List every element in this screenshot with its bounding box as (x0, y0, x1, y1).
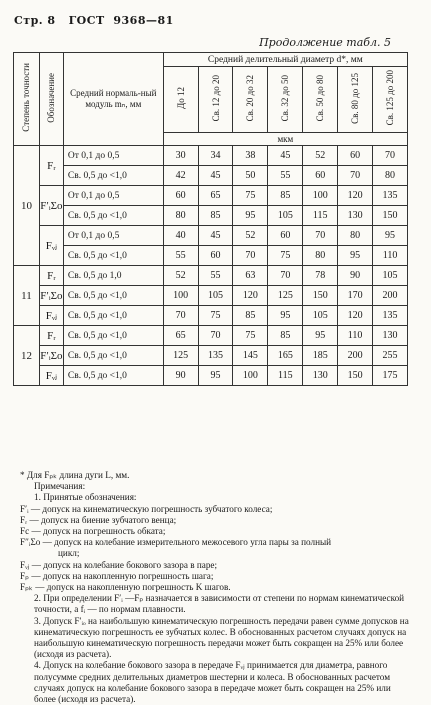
gost-number: 9368—81 (113, 14, 174, 27)
note-2: 2. При определении F′ᵢ —Fₚ назначается в зависимости от степени по нормам кинематической точности, а fᵢ — по нормам плавности. (34, 593, 405, 615)
definition-item: Fₚₖ — допуск на накопленную погрешность K шагов. (20, 582, 231, 593)
value-cell: 85 (268, 186, 303, 206)
note-3: 3. Допуск F′ᵢₒ на наибольшую кинематическую погрешность передачи равен сумме допусков на кинематическую погрешность ее зубчатых колес. В обоснованных расчетом случаях допуск на наибольшую кинематическую погрешность передачи может быть сокращен на 25% или более (исходя из расчета). (34, 615, 409, 660)
value-cell: 105 (198, 286, 233, 306)
module-cell: Св. 0,5 до <1,0 (63, 306, 163, 326)
footnote: * Для Fₚₖ длина дуги L, мм. (20, 470, 130, 480)
module-cell: Св. 0,5 до <1,0 (63, 286, 163, 306)
module-cell: От 0,1 до 0,5 (63, 226, 163, 246)
value-cell: 78 (303, 266, 338, 286)
note-1-title: 1. Принятые обозначения: (34, 492, 137, 503)
definition-item: F″ᵢΣo — допуск на колебание измерительного межосевого угла пары за полный (20, 537, 332, 548)
table-continuation: Продолжение табл. 5 (259, 36, 391, 49)
symbol-cell: Fᵣ (39, 266, 63, 286)
value-cell: 200 (373, 286, 408, 306)
value-cell: 52 (303, 146, 338, 166)
value-cell: 95 (198, 366, 233, 386)
definition-item: Fc — допуск на погрешность обката; (20, 526, 166, 537)
value-cell: 50 (233, 166, 268, 186)
module-cell: Св. 0,5 до <1,0 (63, 366, 163, 386)
diameter-range-header: Св. 12 до 20 (198, 67, 233, 133)
value-cell: 80 (163, 206, 198, 226)
symbol-cell: Fᵥⱼ (39, 366, 63, 386)
value-cell: 100 (163, 286, 198, 306)
unit-label: мкм (163, 133, 407, 146)
page-number: Стр. 8 (14, 14, 56, 27)
symbol-cell: Fᵣ (39, 326, 63, 346)
value-cell: 105 (373, 266, 408, 286)
table-row (14, 366, 408, 386)
value-cell: 75 (268, 246, 303, 266)
symbol-cell: F′ᵢΣo (39, 346, 63, 366)
value-cell: 70 (338, 166, 373, 186)
table-row (14, 266, 408, 286)
value-cell: 110 (338, 326, 373, 346)
value-cell: 70 (233, 246, 268, 266)
module-cell: Св. 0,5 до <1,0 (63, 346, 163, 366)
value-cell: 105 (303, 306, 338, 326)
value-cell: 60 (268, 226, 303, 246)
table-row (14, 186, 408, 206)
value-cell: 75 (233, 186, 268, 206)
value-cell: 105 (268, 206, 303, 226)
diameter-range-header: Св. 80 до 125 (338, 67, 373, 133)
value-cell: 115 (303, 206, 338, 226)
module-cell: От 0,1 до 0,5 (63, 186, 163, 206)
value-cell: 135 (373, 306, 408, 326)
value-cell: 100 (303, 186, 338, 206)
value-cell: 135 (198, 346, 233, 366)
value-cell: 45 (268, 146, 303, 166)
definition-item: Fᵣ — допуск на биение зубчатого венца; (20, 514, 177, 525)
table-row (14, 166, 408, 186)
value-cell: 150 (338, 366, 373, 386)
module-cell: Св. 0,5 до <1,0 (63, 246, 163, 266)
value-cell: 45 (198, 166, 233, 186)
table-row (14, 226, 408, 246)
value-cell: 45 (198, 226, 233, 246)
value-cell: 70 (198, 326, 233, 346)
value-cell: 95 (268, 306, 303, 326)
table-row (14, 326, 408, 346)
diameter-range-header: Св. 125 до 200 (373, 67, 408, 133)
degree-cell: 12 (14, 326, 40, 386)
value-cell: 150 (373, 206, 408, 226)
value-cell: 130 (373, 326, 408, 346)
value-cell: 145 (233, 346, 268, 366)
value-cell: 75 (198, 306, 233, 326)
value-cell: 85 (268, 326, 303, 346)
value-cell: 38 (233, 146, 268, 166)
definition-item: цикл; (58, 548, 80, 559)
degree-header: Степень точности (14, 53, 40, 146)
symbol-cell: Fᵥⱼ (39, 226, 63, 266)
degree-cell: 10 (14, 146, 40, 266)
table-row (14, 246, 408, 266)
tolerance-table (13, 52, 408, 386)
value-cell: 42 (163, 166, 198, 186)
value-cell: 85 (233, 306, 268, 326)
value-cell: 120 (338, 186, 373, 206)
value-cell: 34 (198, 146, 233, 166)
diameter-header: Средний делительный диаметр d*, мм (163, 53, 407, 67)
table-row (14, 306, 408, 326)
value-cell: 165 (268, 346, 303, 366)
value-cell: 65 (163, 326, 198, 346)
value-cell: 55 (163, 246, 198, 266)
diameter-range-header: Св. 32 до 50 (268, 67, 303, 133)
value-cell: 55 (268, 166, 303, 186)
value-cell: 52 (163, 266, 198, 286)
value-cell: 75 (233, 326, 268, 346)
value-cell: 255 (373, 346, 408, 366)
symbol-cell: F′ᵢΣo (39, 186, 63, 226)
value-cell: 95 (303, 326, 338, 346)
definition-item: F′ᵢ — допуск на кинематическую погрешность зубчатого колеса; (20, 503, 273, 514)
module-cell: От 0,1 до 0,5 (63, 146, 163, 166)
value-cell: 63 (233, 266, 268, 286)
module-cell: Св. 0,5 до 1,0 (63, 266, 163, 286)
value-cell: 115 (268, 366, 303, 386)
value-cell: 175 (373, 366, 408, 386)
value-cell: 150 (303, 286, 338, 306)
value-cell: 170 (338, 286, 373, 306)
value-cell: 125 (268, 286, 303, 306)
value-cell: 52 (233, 226, 268, 246)
value-cell: 85 (198, 206, 233, 226)
value-cell: 90 (338, 266, 373, 286)
value-cell: 135 (373, 186, 408, 206)
value-cell: 60 (198, 246, 233, 266)
value-cell: 60 (338, 146, 373, 166)
value-cell: 70 (373, 146, 408, 166)
value-cell: 110 (373, 246, 408, 266)
value-cell: 60 (303, 166, 338, 186)
value-cell: 70 (268, 266, 303, 286)
value-cell: 70 (163, 306, 198, 326)
diameter-range-header: До 12 (163, 67, 198, 133)
notes-section (20, 470, 412, 705)
table-row (14, 206, 408, 226)
value-cell: 130 (338, 206, 373, 226)
value-cell: 65 (198, 186, 233, 206)
diameter-range-header: Св. 50 до 80 (303, 67, 338, 133)
gost-label: ГОСТ (68, 14, 105, 27)
module-cell: Св. 0,5 до <1,0 (63, 206, 163, 226)
value-cell: 125 (163, 346, 198, 366)
value-cell: 200 (338, 346, 373, 366)
value-cell: 120 (338, 306, 373, 326)
value-cell: 80 (338, 226, 373, 246)
value-cell: 130 (303, 366, 338, 386)
value-cell: 185 (303, 346, 338, 366)
value-cell: 80 (303, 246, 338, 266)
definition-item: Fᵥⱼ — допуск на колебание бокового зазора в паре; (20, 559, 218, 570)
table-row (14, 286, 408, 306)
module-header: Средний нормаль-ный модуль mₙ, мм (63, 53, 163, 146)
value-cell: 100 (233, 366, 268, 386)
symbol-cell: Fᵣ (39, 146, 63, 186)
module-cell: Св. 0,5 до <1,0 (63, 166, 163, 186)
symbol-cell: F′ᵢΣo (39, 286, 63, 306)
value-cell: 30 (163, 146, 198, 166)
value-cell: 120 (233, 286, 268, 306)
value-cell: 90 (163, 366, 198, 386)
value-cell: 40 (163, 226, 198, 246)
note-4: 4. Допуск на колебание бокового зазора в передаче Fᵥⱼ принимается для диаметра, равного полусумме средних делительных диаметров шестерни и колеса. В обоснованных расчетом случаях допуск на колебание бокового зазора в передаче может быть сокращен на 25% или более (исходя из расчета). (34, 660, 391, 705)
value-cell: 55 (198, 266, 233, 286)
value-cell: 70 (303, 226, 338, 246)
definition-item: Fₚ — допуск на накопленную погрешность шага; (20, 570, 214, 581)
diameter-range-header: Св. 20 до 32 (233, 67, 268, 133)
value-cell: 60 (163, 186, 198, 206)
value-cell: 95 (233, 206, 268, 226)
page-header (14, 14, 174, 27)
table-row (14, 346, 408, 366)
symbol-header: Обозначение (39, 53, 63, 146)
value-cell: 95 (338, 246, 373, 266)
value-cell: 95 (373, 226, 408, 246)
value-cell: 80 (373, 166, 408, 186)
degree-cell: 11 (14, 266, 40, 326)
table-row (14, 146, 408, 166)
symbol-cell: Fᵥⱼ (39, 306, 63, 326)
module-cell: Св. 0,5 до <1,0 (63, 326, 163, 346)
notes-title: Примечания: (34, 481, 86, 492)
